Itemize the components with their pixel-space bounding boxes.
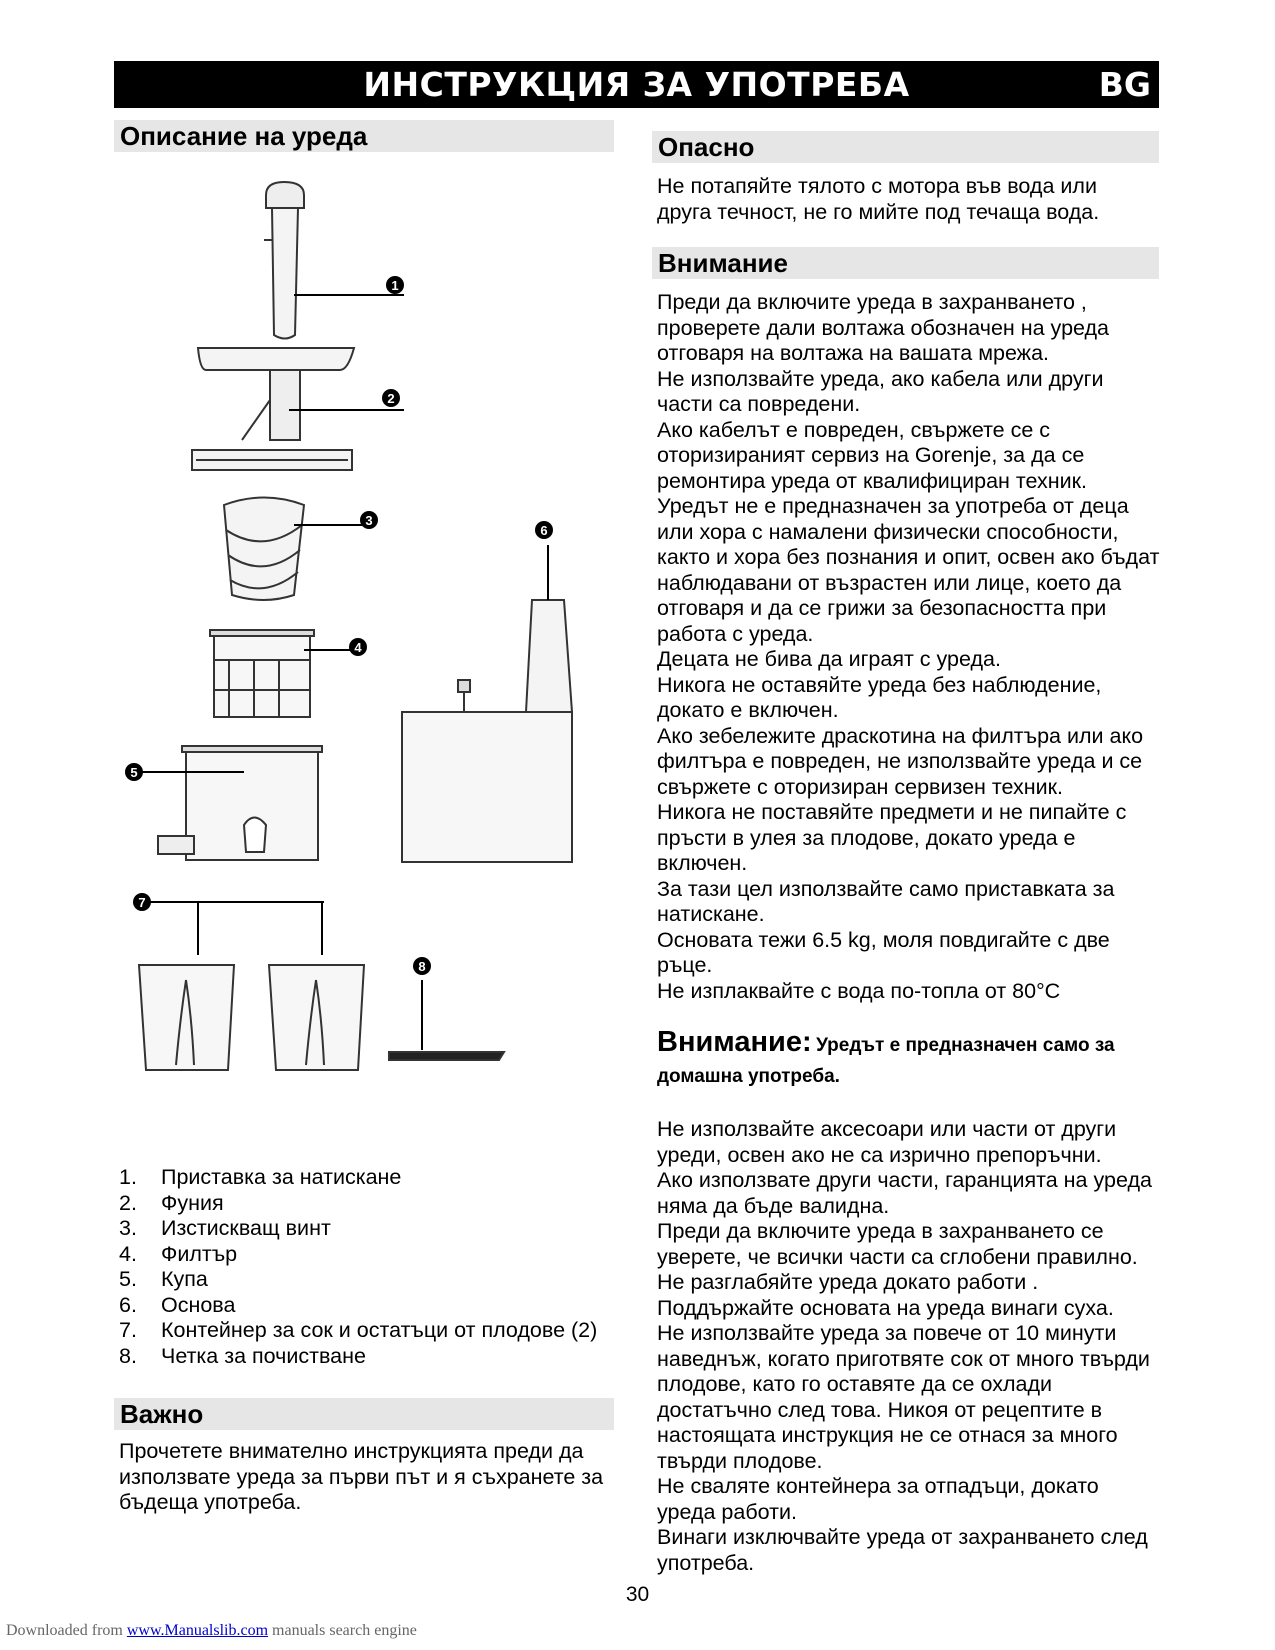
- motor-base-illustration: [402, 545, 572, 862]
- callout-1: 1: [391, 278, 399, 293]
- juicer-parts-diagram: [114, 160, 614, 1125]
- list-item: 2. Фуния: [119, 1190, 224, 1215]
- callout-2: 2: [387, 391, 395, 406]
- parts-list: [119, 1165, 597, 1369]
- callout-6: 6: [540, 523, 548, 538]
- list-item: 6. Основа: [119, 1292, 236, 1317]
- language-code: BG: [1098, 65, 1151, 104]
- containers-illustration: [139, 902, 364, 1070]
- brush-illustration: [389, 980, 504, 1060]
- page-title: ИНСТРУКЦИЯ ЗА УПОТРЕБА: [363, 65, 910, 104]
- list-item: 8. Четка за почистване: [119, 1343, 366, 1368]
- pusher-illustration: [264, 182, 304, 339]
- list-item: 4. Филтър: [119, 1241, 238, 1266]
- danger-heading: Опасно: [652, 131, 1159, 163]
- screw-illustration: [224, 498, 304, 601]
- callout-5: 5: [130, 765, 138, 780]
- list-item: 3. Изстискващ винт: [119, 1216, 331, 1240]
- bowl-illustration: [158, 746, 322, 860]
- callout-4: 4: [354, 640, 362, 655]
- list-item: 1. Приставка за натискане: [119, 1165, 402, 1189]
- filter-illustration: [210, 630, 314, 717]
- list-item: 5. Купа: [119, 1267, 208, 1291]
- caution-heading: Внимание: [652, 247, 1159, 279]
- important-text: Прочетете внимателно инструкцията преди да използвате уреда за първи път и я съхранете за бъдеща употреба.: [119, 1439, 604, 1514]
- danger-text: Не потапяйте тялото с мотора във вода или друга течност, не го мийте под течаща вода.: [657, 174, 1100, 224]
- footer: Downloaded from www.Manualslib.com manuals search engine: [6, 1622, 417, 1639]
- header-banner: [114, 61, 1159, 108]
- callout-3: 3: [365, 513, 373, 528]
- usage-text: Не използвайте аксесоари или части от други уреди, освен ако не са изрично препоръчни. Ако използвате други части, гаранцията на уреда няма да бъде валидна. Преди да включите уреда в захранването се уверете, че всички части са сглобени правилно. Не разглабяйте уреда докато работи . Поддържайте основата на уреда винаги суха. Не използвайте уреда за повече от 10 минути наведнъж, когато приготвяте сок от много твърди плодове, като го оставяте да се охлади достатъчно след това. Никоя от рецептите в настоящата инструкция не се отнася за много твърди плодове. Не сваляте контейнера за отпадъци, докато уреда работи. Винаги изключвайте уреда от захранването след употреба.: [657, 1117, 1152, 1575]
- callout-8: 8: [418, 959, 426, 974]
- important-heading: Важно: [114, 1398, 614, 1430]
- manualslib-link[interactable]: www.Manualslib.com: [126, 1622, 269, 1639]
- caution-text: Преди да включите уреда в захранването , проверете дали волтажа обозначен на уреда отговаря на волтажа на вашата мрежа. Не използвайте уреда, ако кабела или други части са повредени. Ако кабелът е повреден, свържете се с оторизираният сервиз на Gorenje, за да се ремонтира уреда от квалифициран техник. Уредът не е предназначен за употреба от деца или хора с намалени физически способности, както и хора без познания и опит, освен ако бъдат наблюдавани от възрастен или лице, което да отговаря и да се грижи за безопасността при работа с уреда. Децата не бива да играят с уреда. Никога не оставяйте уреда без наблюдение, докато е включен. Ако зебележите драскотина на филтъра или ако филтъра е повреден, не използвайте уреда и се свържете с оторизиран сервизен техник. Никога не поставяйте предмети и не пипайте с пръсти в улея за плодове, докато уреда е включен. За тази цел използвайте само приставката за натискане. Основата тежи 6.5 kg, моля повдигайте с две ръце. Не изплаквайте с вода по-топла от 80°C: [657, 290, 1160, 1003]
- callout-7: 7: [138, 895, 146, 910]
- page-number: 30: [625, 1583, 650, 1606]
- household-use-notice: Внимание: Уредът е предназначен само за домашна употреба.: [657, 1026, 1115, 1087]
- list-item: 7. Контейнер за сок и остатъци от плодове (2): [119, 1318, 598, 1342]
- description-heading: Описание на уреда: [114, 120, 614, 152]
